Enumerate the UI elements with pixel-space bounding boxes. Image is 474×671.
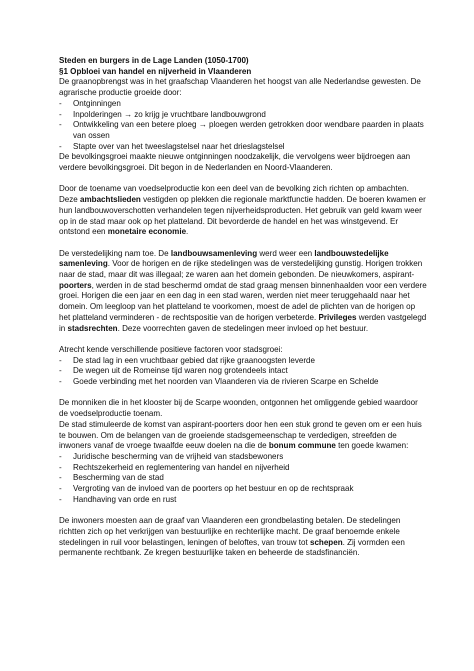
- term-landbouwsamenleving: landbouwsamenleving: [170, 248, 258, 258]
- paragraph-4: De verstedelijking nam toe. De landbouwsamenleving werd weer een landbouwstedelijke samenleving. Voor de horigen en de rijke stedelingen was de verstedelijking gunstig. Horigen trokken naar de stad, maar dit was illegaal; ze waren aan het domein gebonden. De nieuwkomers, aspirant-poorters, werden in de stad beschermd omdat de stad graag mensen binnenhaalden voor een verdere groei. Horigen die een jaar en een dag in een stad waren, werden niet meer teruggehaald naar het domein. Om leegloop van het platteland te voorkomen, moest de adel de plichten van de horigen op het platteland verminderen - de rechtspositie van de horigen verbeterde. Privileges werden vastgelegd in stadsrechten. Deze voorrechten gaven de stedelingen meer invloed op het bestuur.: [59, 248, 427, 333]
- term-monetaire-economie: monetaire economie: [107, 227, 187, 237]
- list-item: - Juridische bescherming van de vrijheid van stadsbewoners: [59, 452, 428, 463]
- paragraph-7: De stad stimuleerde de komst van aspirant-poorters door hen een stuk grond te geven om er een huis te bouwen. Om de belangen van de groeiende stadsgemeenschap te verdedigen, streefden de inwoners vanaf de vroege twaalfde eeuw doelen na die de bonum commune ten goede kwamen:: [59, 419, 422, 451]
- term-bonum-commune: bonum commune: [268, 441, 336, 451]
- list-item: - Vergroting van de invloed van de poorters op het bestuur en op de rechtspraak: [59, 484, 428, 495]
- list-production-growth: [59, 99, 428, 153]
- list-item: - Handhaving van orde en rust: [59, 495, 428, 506]
- list-atrecht-factors: [59, 356, 428, 388]
- document-title: Steden en burgers in de Lage Landen (1050-1700): [59, 56, 249, 65]
- term-ambachtslieden: ambachtslieden: [80, 195, 141, 205]
- list-item: - Rechtszekerheid en reglementering van handel en nijverheid: [59, 463, 428, 474]
- list-item: - De wegen uit de Romeinse tijd waren nog grotendeels intact: [59, 366, 428, 377]
- list-item: - Ontwikkeling van een betere ploeg → ploegen werden getrokken door wendbare paarden in plaats van ossen: [59, 120, 428, 141]
- list-item: - Ontginningen: [59, 99, 428, 110]
- term-poorters: poorters: [59, 280, 92, 290]
- paragraph-3: Door de toename van voedselproductie kon een deel van de bevolking zich richten op ambachten. Deze ambachtslieden vestigden op plekken die regionale marktfunctie hadden. De boeren kwamen er hun landbouwoverschotten verhandelen tegen nijverheidsproducten. Het gebruik van geld kwam weer op in de stad maar ook op het platteland. Dit bevorderde de handel en het was winstgevend. Er ontstond een monetaire economie.: [59, 184, 426, 237]
- section-heading: §1 Opbloei van handel en nijverheid in Vlaanderen: [59, 66, 252, 76]
- term-schepen: schepen: [309, 537, 343, 547]
- term-privileges: Privileges: [318, 312, 357, 322]
- paragraph-1: De graanopbrengst was in het graafschap Vlaanderen het hoogst van alle Nederlandse gewesten. De agrarische productie groeide door:: [59, 77, 421, 98]
- list-bonum-commune-goals: [59, 452, 428, 506]
- term-stadsrechten: stadsrechten: [67, 323, 118, 333]
- term-landbouwstedelijke-samenleving: landbouwstedelijke samenleving: [59, 248, 389, 269]
- list-item: - Inpolderingen → zo krijg je vruchtbare landbouwgrond: [59, 110, 428, 121]
- list-item: - Goede verbinding met het noorden van Vlaanderen via de rivieren Scarpe en Schelde: [59, 377, 428, 388]
- list-item: - Bescherming van de stad: [59, 473, 428, 484]
- list-item: - Stapte over van het tweeslagstelsel naar het drieslagstelsel: [59, 142, 428, 153]
- paragraph-6: De monniken die in het klooster bij de Scarpe woonden, ontgonnen het omliggende gebied waardoor de voedselproductie toenam.: [59, 398, 418, 419]
- list-item: - De stad lag in een vruchtbaar gebied dat rijke graanoogsten leverde: [59, 356, 428, 367]
- paragraph-8: De inwoners moesten aan de graaf van Vlaanderen een grondbelasting betalen. De stedelingen richtten zich op het verkrijgen van bestuurlijke en rechterlijke macht. De graaf benoemde enkele stedelingen in ruil voor belastingen, leningen of beloftes, van trouw tot schepen. Zij vormden een permanente rechtbank. Ze kregen bestuurlijke taken en beheerde de stadsfinanciën.: [59, 516, 405, 558]
- paragraph-2: De bevolkingsgroei maakte nieuwe ontginningen noodzakelijk, die vervolgens weer bijdroegen aan verdere bevolkingsgroei. Dit begon in de Nederlanden en Noord-Vlaanderen.: [59, 152, 411, 173]
- paragraph-5: Atrecht kende verschillende positieve factoren voor stadsgroei:: [59, 344, 283, 354]
